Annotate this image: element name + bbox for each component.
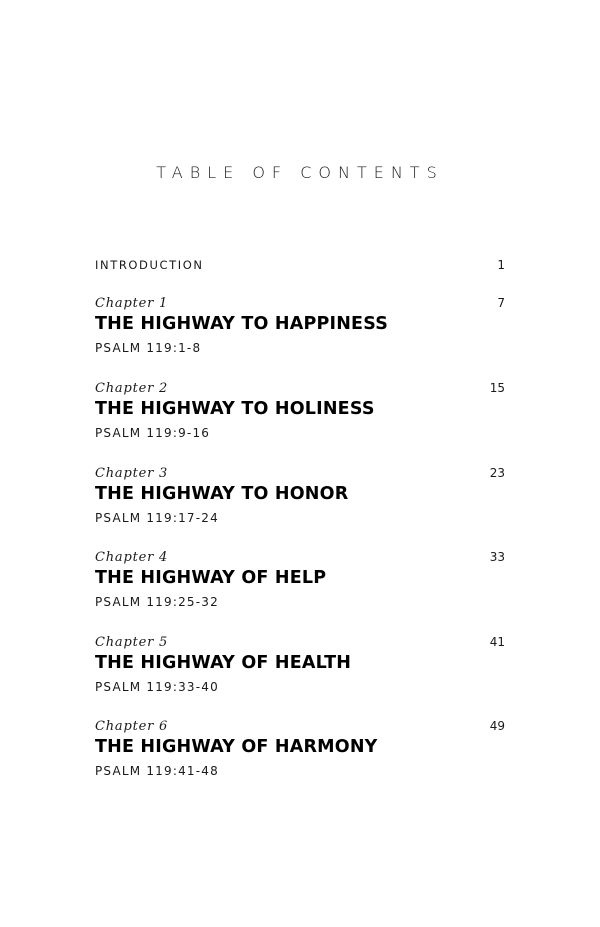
toc-entry-chapter-6[interactable] xyxy=(95,719,505,791)
chapter-label: Chapter 1 xyxy=(95,296,169,311)
toc-entry-chapter-5[interactable] xyxy=(95,635,505,707)
chapter-title: THE HIGHWAY TO HONOR xyxy=(95,484,349,504)
toc-entry-chapter-3[interactable] xyxy=(95,466,505,538)
chapter-page-number: 23 xyxy=(489,466,505,480)
page-title: TABLE OF CONTENTS xyxy=(156,163,444,182)
chapter-page-number: 7 xyxy=(497,296,505,310)
chapter-title: THE HIGHWAY TO HOLINESS xyxy=(95,399,375,419)
introduction-label: INTRODUCTION xyxy=(95,258,204,272)
chapter-scripture-reference: PSALM 119:9-16 xyxy=(95,426,211,440)
chapter-page-number: 33 xyxy=(489,550,505,564)
chapter-label: Chapter 3 xyxy=(95,466,169,481)
chapter-title: THE HIGHWAY OF HEALTH xyxy=(95,653,352,673)
chapter-label: Chapter 2 xyxy=(95,381,169,396)
toc-entry-introduction[interactable] xyxy=(95,257,505,277)
chapter-title: THE HIGHWAY OF HARMONY xyxy=(95,737,378,757)
chapter-page-number: 15 xyxy=(489,381,505,395)
introduction-page-number: 1 xyxy=(497,258,505,272)
chapter-label: Chapter 5 xyxy=(95,635,169,650)
chapter-label: Chapter 6 xyxy=(95,719,169,734)
chapter-label: Chapter 4 xyxy=(95,550,169,565)
chapter-title: THE HIGHWAY OF HELP xyxy=(95,568,327,588)
chapter-title: THE HIGHWAY TO HAPPINESS xyxy=(95,314,389,334)
chapter-page-number: 49 xyxy=(489,719,505,733)
chapter-page-number: 41 xyxy=(489,635,505,649)
chapter-scripture-reference: PSALM 119:25-32 xyxy=(95,595,219,609)
toc-entry-chapter-2[interactable] xyxy=(95,381,505,453)
chapter-scripture-reference: PSALM 119:17-24 xyxy=(95,511,219,525)
toc-entry-chapter-4[interactable] xyxy=(95,550,505,622)
chapter-scripture-reference: PSALM 119:1-8 xyxy=(95,341,202,355)
chapter-scripture-reference: PSALM 119:41-48 xyxy=(95,764,219,778)
toc-entry-chapter-1[interactable] xyxy=(95,296,505,368)
chapter-scripture-reference: PSALM 119:33-40 xyxy=(95,680,219,694)
